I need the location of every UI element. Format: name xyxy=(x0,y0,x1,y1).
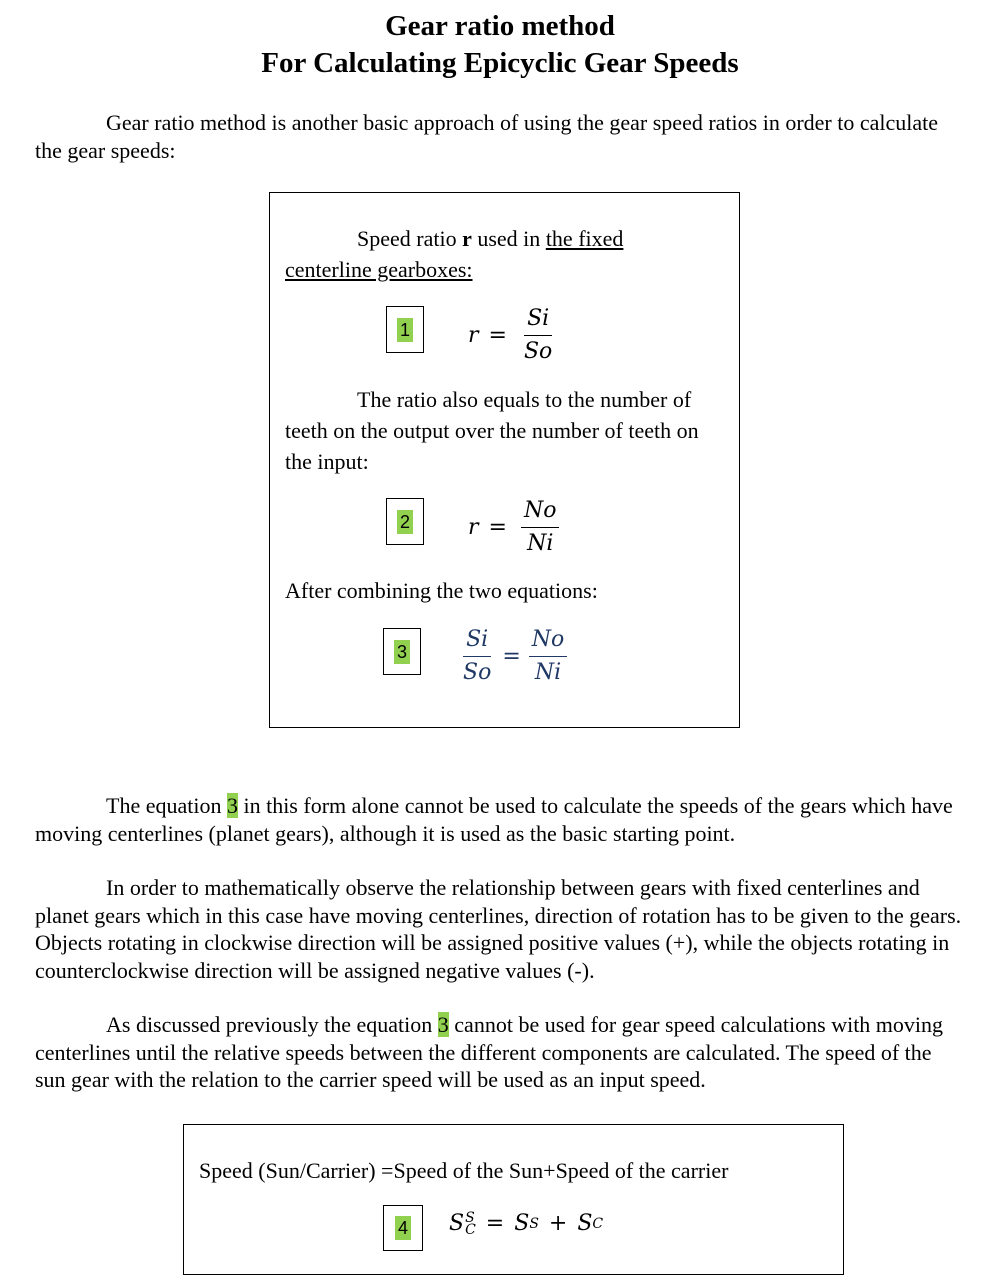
equation-number-3 xyxy=(383,628,421,675)
gear-ratio-box xyxy=(269,192,740,728)
eq3-denominator-left: So xyxy=(463,660,492,685)
eq4-s: S xyxy=(449,1211,465,1236)
page-title-line2: For Calculating Epicyclic Gear Speeds xyxy=(261,47,739,79)
para3-text: In order to mathematically observe the relationship between gears with fixed centerlines and planet gears which in this case have moving centerlines, direction of rotation has to be given to the gears. Objects rotating in clockwise direction will be assigned positive values (+), while the objects rotating in counterclockwise direction will be assigned negative values (-). xyxy=(35,875,962,983)
eq4-plus: + xyxy=(548,1211,568,1236)
equation-number-3-label: 3 xyxy=(394,640,410,664)
eq2-numerator: No xyxy=(521,497,560,528)
equation-number-4-label: 4 xyxy=(395,1216,411,1240)
intro-text: Gear ratio method is another basic approach of using the gear speed ratios in order to calculate the gear speeds: xyxy=(35,110,939,163)
equation-number-1-label: 1 xyxy=(397,318,413,342)
paragraph-equation-limitation xyxy=(35,792,965,847)
page-title-line1: Gear ratio method xyxy=(385,10,615,42)
speed-ratio-underline-2: centerline gearboxes: xyxy=(285,257,473,282)
eq4-superscript: S xyxy=(465,1209,475,1226)
eq1-op: = xyxy=(488,323,507,348)
ratio-text-content: The ratio also equals to the number of teeth on the output over the number of teeth on the input: xyxy=(285,387,699,474)
eq3-fraction-left xyxy=(460,626,494,687)
para2-equation-ref: 3 xyxy=(226,793,238,818)
eq3-fraction-right xyxy=(529,626,568,687)
eq2-fraction xyxy=(521,497,560,558)
speed-ratio-text xyxy=(285,223,725,285)
eq4-sub-c: C xyxy=(592,1215,604,1232)
eq4-scripts xyxy=(465,1209,476,1238)
eq1-denominator: So xyxy=(523,339,553,364)
eq3-op: = xyxy=(502,644,521,669)
equation-2 xyxy=(468,497,563,558)
combine-text: After combining the two equations: xyxy=(285,578,598,603)
intro-paragraph xyxy=(35,109,965,164)
paragraph-relative-speeds xyxy=(35,1011,965,1094)
equation-3 xyxy=(456,626,571,687)
relative-speed-text: Speed (Sun/Carrier) =Speed of the Sun+Speed of the carrier xyxy=(199,1158,729,1183)
eq3-numerator-right: No xyxy=(529,626,568,657)
eq3-denominator-right: Ni xyxy=(534,660,562,685)
eq1-fraction xyxy=(521,305,555,366)
eq4-sub-s: S xyxy=(529,1215,539,1232)
eq3-numerator-left: Si xyxy=(463,626,491,657)
paragraph-rotation-direction xyxy=(35,874,965,984)
eq4-equals: = xyxy=(485,1211,505,1236)
para2-pre: The equation xyxy=(106,793,227,818)
eq1-numerator: Si xyxy=(524,305,552,336)
para2-post: in this form alone cannot be used to calculate the speeds of the gears which have moving centerlines (planet gears), although it is used as the basic starting point. xyxy=(35,793,953,846)
eq4-s3: S xyxy=(577,1211,593,1236)
equation-number-2-label: 2 xyxy=(397,510,413,534)
eq1-lhs: r xyxy=(468,323,479,348)
para4-equation-ref: 3 xyxy=(437,1012,449,1037)
eq2-denominator: Ni xyxy=(527,531,554,556)
equation-4 xyxy=(449,1211,603,1236)
equation-1 xyxy=(468,305,559,366)
speed-ratio-underline-1: the fixed xyxy=(545,226,624,251)
ratio-text xyxy=(285,384,730,477)
eq4-s2: S xyxy=(514,1211,530,1236)
speed-ratio-pre: Speed ratio xyxy=(357,226,463,251)
relative-speed-box xyxy=(183,1124,844,1275)
eq2-op: = xyxy=(488,515,507,540)
equation-number-1 xyxy=(386,306,424,353)
speed-ratio-symbol: r xyxy=(462,226,472,251)
eq2-lhs: r xyxy=(468,515,479,540)
para4-pre: As discussed previously the equation xyxy=(106,1012,438,1037)
eq4-subscript: C xyxy=(465,1221,476,1238)
speed-ratio-mid: used in xyxy=(471,226,546,251)
equation-number-2 xyxy=(386,498,424,545)
para4-post: cannot be used for gear speed calculations with moving centerlines until the relative speeds between the different components are calculated. The speed of the sun gear with the relation to the carrier speed will be used as an input speed. xyxy=(35,1012,944,1092)
equation-number-4 xyxy=(383,1205,423,1251)
